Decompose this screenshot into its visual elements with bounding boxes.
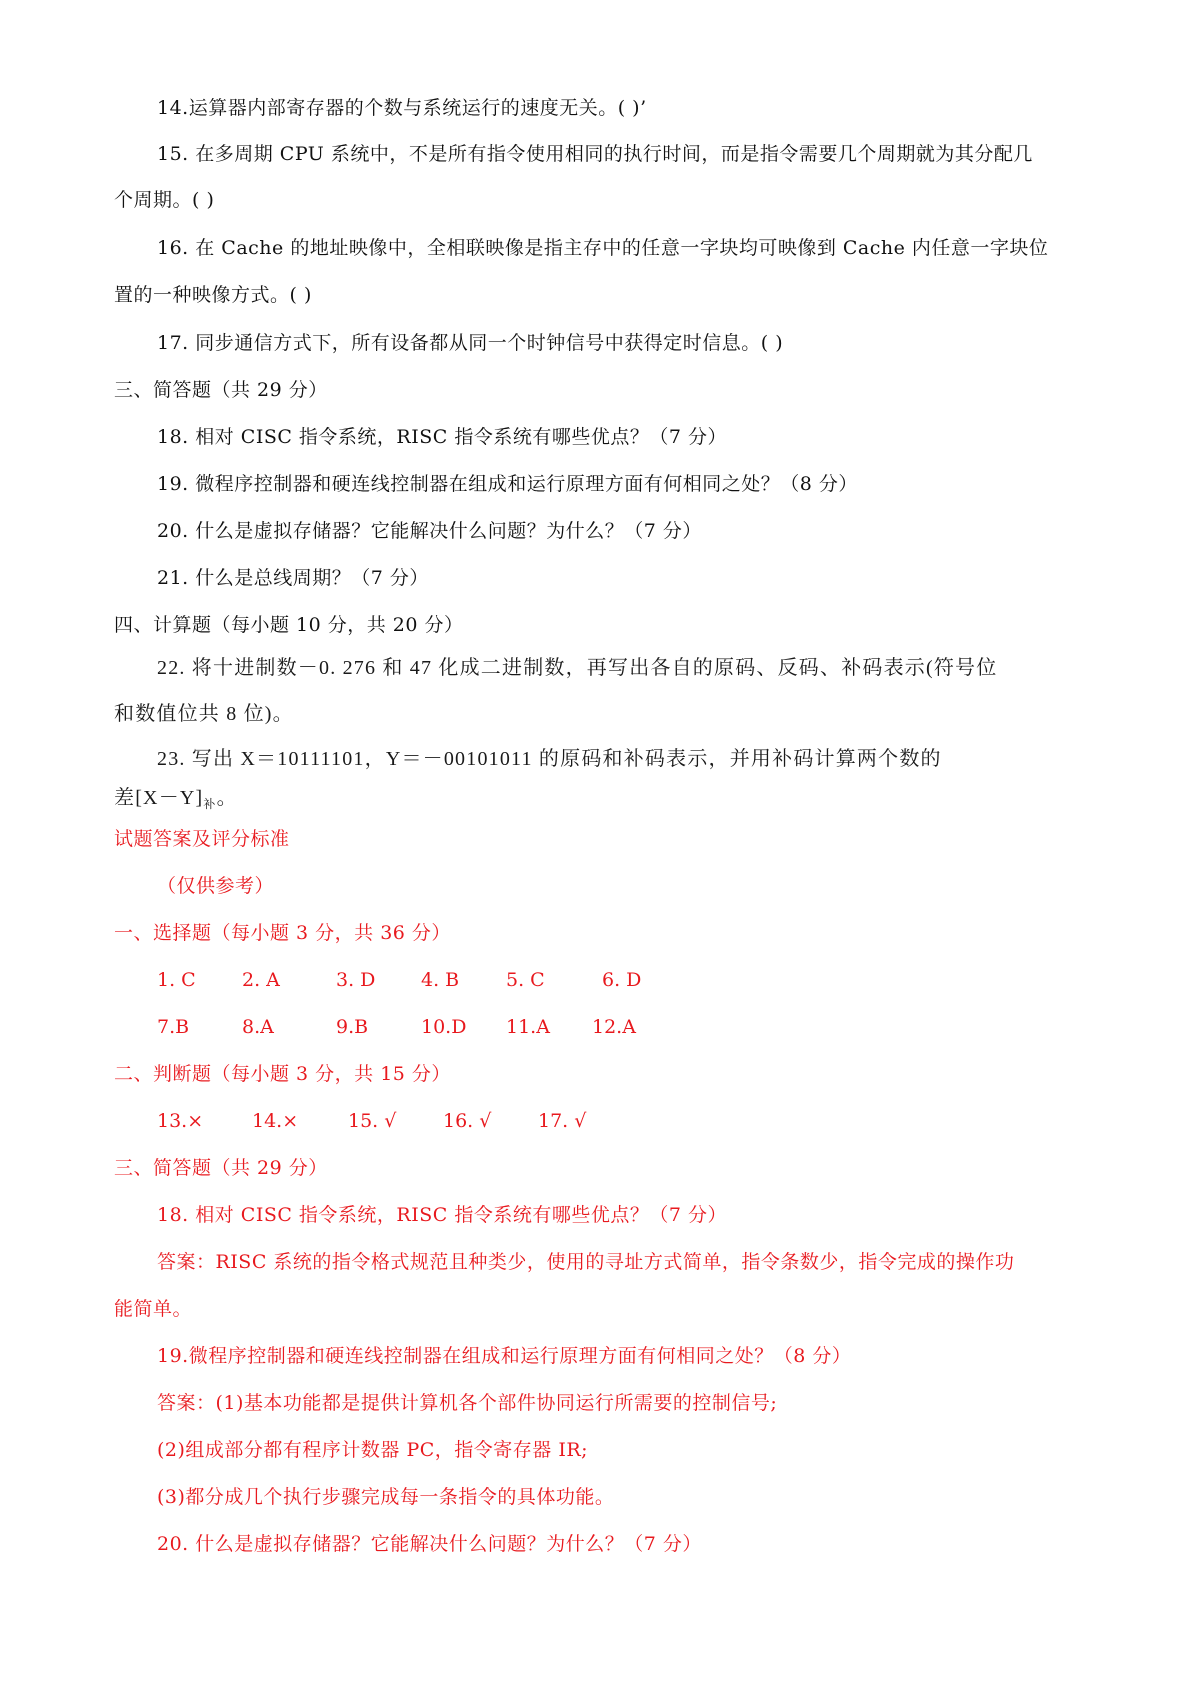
question-23-line2 xyxy=(114,784,238,818)
choice-answer: 2. A xyxy=(242,969,280,991)
question-14: 14.运算器内部寄存器的个数与系统运行的速度无关。( )’ xyxy=(157,97,647,119)
question-16-line2: 置的一种映像方式。( ) xyxy=(114,284,312,306)
answer-19-point-1: 答案：(1)基本功能都是提供计算机各个部件协同运行所需要的控制信号; xyxy=(157,1392,778,1414)
question-23-expression: 差[X－Y] xyxy=(114,787,204,809)
answer-18-line2: 能简单。 xyxy=(114,1298,193,1320)
answers-title: 试题答案及评分标准 xyxy=(114,828,290,850)
answer-question-19: 19.微程序控制器和硬连线控制器在组成和运行原理方面有何相同之处？（8 分） xyxy=(157,1345,852,1367)
true-false-answer: 14.× xyxy=(252,1110,299,1132)
answers-note: （仅供参考） xyxy=(157,875,275,897)
choice-answer: 4. B xyxy=(421,969,460,991)
question-20: 20. 什么是虚拟存储器？它能解决什么问题？为什么？（7 分） xyxy=(157,520,702,542)
section-3-title: 三、简答题（共 29 分） xyxy=(114,379,328,401)
choice-answer: 9.B xyxy=(336,1016,369,1038)
question-23-end: 。 xyxy=(216,787,238,809)
answer-19-point-3: (3)都分成几个执行步骤完成每一条指令的具体功能。 xyxy=(157,1486,615,1508)
complement-subscript: 补 xyxy=(203,797,217,811)
choice-answer: 12.A xyxy=(592,1016,636,1038)
true-false-answer: 15. √ xyxy=(348,1110,397,1132)
question-19: 19. 微程序控制器和硬连线控制器在组成和运行原理方面有何相同之处？（8 分） xyxy=(157,473,858,495)
question-23-line1: 23. 写出 X＝10111101，Y＝－00101011 的原码和补码表示，并用补码计算两个数的 xyxy=(157,748,942,770)
answer-19-point-2: (2)组成部分都有程序计数器 PC，指令寄存器 IR; xyxy=(157,1439,589,1461)
choice-answer: 10.D xyxy=(421,1016,467,1038)
question-15-line2: 个周期。( ) xyxy=(114,189,215,211)
true-false-answer: 13.× xyxy=(157,1110,204,1132)
question-18: 18. 相对 CISC 指令系统，RISC 指令系统有哪些优点？（7 分） xyxy=(157,426,727,448)
choice-answer: 5. C xyxy=(506,969,545,991)
true-false-answer: 16. √ xyxy=(443,1110,492,1132)
choice-answer: 3. D xyxy=(336,969,376,991)
answer-question-20: 20. 什么是虚拟存储器？它能解决什么问题？为什么？（7 分） xyxy=(157,1533,702,1555)
question-17: 17. 同步通信方式下，所有设备都从同一个时钟信号中获得定时信息。( ) xyxy=(157,332,784,354)
answers-section-2-title: 二、判断题（每小题 3 分，共 15 分） xyxy=(114,1063,451,1085)
question-15-line1: 15. 在多周期 CPU 系统中，不是所有指令使用相同的执行时间，而是指令需要几个周期就为其分配几 xyxy=(157,143,1033,165)
choice-answer: 1. C xyxy=(157,969,196,991)
answer-18-line1: 答案：RISC 系统的指令格式规范且种类少，使用的寻址方式简单，指令条数少，指令完成的操作功 xyxy=(157,1251,1015,1273)
answer-question-18: 18. 相对 CISC 指令系统，RISC 指令系统有哪些优点？（7 分） xyxy=(157,1204,727,1226)
choice-answer: 6. D xyxy=(602,969,642,991)
choice-answer: 11.A xyxy=(506,1016,550,1038)
question-16-line1: 16. 在 Cache 的地址映像中，全相联映像是指主存中的任意一字块均可映像到 Cache 内任意一字块位 xyxy=(157,237,1049,259)
question-22-line1: 22. 将十进制数－0. 276 和 47 化成二进制数，再写出各自的原码、反码、补码表示(符号位 xyxy=(157,657,998,679)
question-22-line2: 和数值位共 8 位)。 xyxy=(114,703,294,725)
choice-answer: 8.A xyxy=(242,1016,274,1038)
choice-answer: 7.B xyxy=(157,1016,190,1038)
answers-section-1-title: 一、选择题（每小题 3 分，共 36 分） xyxy=(114,922,451,944)
answers-section-3-title: 三、简答题（共 29 分） xyxy=(114,1157,328,1179)
section-4-title: 四、计算题（每小题 10 分，共 20 分） xyxy=(114,614,464,636)
question-21: 21. 什么是总线周期？（7 分） xyxy=(157,567,429,589)
true-false-answer: 17. √ xyxy=(538,1110,587,1132)
